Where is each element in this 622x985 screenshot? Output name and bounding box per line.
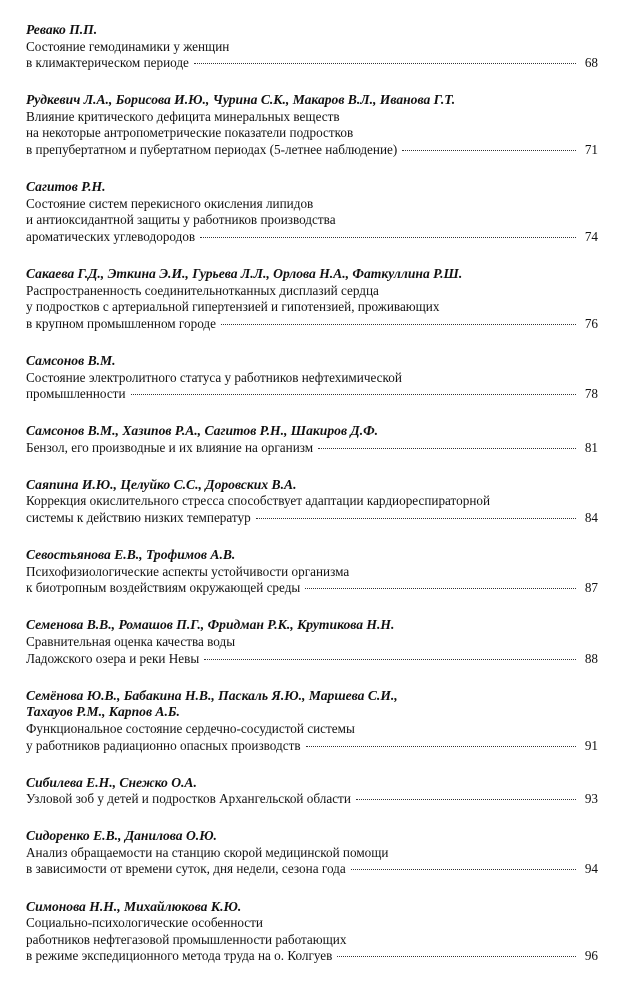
- entry-title-line: Ладожского озера и реки Невы: [26, 650, 200, 666]
- page-number: 71: [584, 142, 598, 158]
- toc-entry: [26, 22, 598, 72]
- toc-entry: [26, 92, 598, 158]
- page-number: 91: [584, 737, 598, 753]
- entry-title-last-line: [26, 142, 598, 159]
- entry-title-last-line: [26, 316, 598, 333]
- page-number: 68: [584, 55, 598, 71]
- entry-title-last-line: [26, 791, 598, 808]
- entry-title-line: Психофизиологические аспекты устойчивости организма: [26, 563, 350, 579]
- entry-authors: Ревако П.П.: [26, 22, 98, 37]
- page-number: 78: [584, 386, 598, 402]
- entry-title-line: ароматических углеводородов: [26, 228, 196, 244]
- page-number: 76: [584, 315, 598, 331]
- entry-title-last-line: [26, 861, 598, 878]
- entry-title-line: Функциональное состояние сердечно-сосудистой системы: [26, 720, 355, 736]
- entry-title-line: в климактерическом периоде: [26, 55, 189, 71]
- entry-title-line: Узловой зоб у детей и подростков Архангельской области: [26, 791, 351, 807]
- toc-entry: [26, 899, 598, 965]
- entry-title-last-line: [26, 386, 598, 403]
- dot-leader: [194, 63, 576, 64]
- entry-title-last-line: [26, 651, 598, 668]
- entry-title-last-line: [26, 55, 598, 72]
- dot-leader: [305, 588, 576, 589]
- toc-entry: [26, 477, 598, 527]
- entry-title-line: в режиме экспедиционного метода труда на о. Колгуев: [26, 948, 333, 964]
- entry-title-last-line: [26, 948, 598, 965]
- entry-authors: Самсонов В.М.: [26, 352, 116, 368]
- entry-title-line: Состояние гемодинамики у женщин: [26, 38, 230, 54]
- entry-title-line: Распространенность соединительнотканных дисплазий сердца: [26, 282, 379, 298]
- toc-entry: [26, 688, 598, 754]
- page-number: 96: [584, 948, 598, 964]
- entry-title-last-line: [26, 580, 598, 597]
- entry-title-line: на некоторые антропометрические показатели подростков: [26, 125, 354, 141]
- dot-leader: [356, 799, 576, 800]
- entry-title-line: Бензол, его производные и их влияние на организм: [26, 439, 314, 455]
- toc-entry: [26, 179, 598, 245]
- toc-entry: [26, 775, 598, 808]
- entry-title-line: Коррекция окислительного стресса способствует адаптации кардиореспираторной: [26, 493, 491, 509]
- entry-title-line: Влияние критического дефицита минеральных веществ: [26, 108, 340, 124]
- entry-title-line: к биотропным воздействиям окружающей среды: [26, 580, 301, 596]
- toc-entry: [26, 353, 598, 403]
- entry-title-last-line: [26, 229, 598, 246]
- entry-title-line: в препубертатном и пубертатном периодах (5-летнее наблюдение): [26, 142, 398, 158]
- page-number: 88: [584, 650, 598, 666]
- entry-title-line: Социально-психологические особенности: [26, 915, 263, 931]
- page-number: 84: [584, 510, 598, 526]
- entry-title-line: у подростков с артериальной гипертензией и гипотензией, проживающих: [26, 299, 440, 315]
- entry-authors: Сакаева Г.Д., Эткина Э.И., Гурьева Л.Л., Орлова Н.А., Фаткуллина Р.Ш.: [26, 266, 463, 282]
- table-of-contents: [26, 22, 598, 985]
- dot-leader: [402, 150, 576, 151]
- dot-leader: [351, 869, 576, 870]
- entry-title-line: Сравнительная оценка качества воды: [26, 634, 236, 650]
- entry-authors: Сибилева Е.Н., Снежко О.А.: [26, 774, 197, 790]
- entry-title-line: в зависимости от времени суток, дня недели, сезона года: [26, 861, 346, 877]
- entry-authors: Семёнова Ю.В., Бабакина Н.В., Паскаль Я.Ю., Маршева С.И.,: [26, 687, 398, 703]
- entry-authors: Сидоренко Е.В., Данилова О.Ю.: [26, 828, 217, 844]
- entry-authors: Семенова В.В., Ромашов П.Г., Фридман Р.К., Крутикова Н.Н.: [26, 617, 395, 633]
- entry-title-line: у работников радиационно опасных производств: [26, 737, 301, 753]
- entry-title-line: работников нефтегазовой промышленности работающих: [26, 931, 347, 947]
- entry-title-last-line: [26, 510, 598, 527]
- toc-entry: [26, 547, 598, 597]
- entry-title-line: Состояние электролитного статуса у работников нефтехимической: [26, 369, 402, 385]
- dot-leader: [256, 518, 576, 519]
- entry-title-last-line: [26, 440, 598, 457]
- entry-title-line: Состояние систем перекисного окисления липидов: [26, 195, 314, 211]
- entry-authors: Саяпина И.Ю., Целуйко С.С., Доровских В.А.: [26, 476, 297, 492]
- entry-authors: Севостьянова Е.В., Трофимов А.В.: [26, 547, 236, 563]
- page-number: 93: [584, 791, 598, 807]
- entry-authors: Самсонов В.М., Хазипов Р.А., Сагитов Р.Н., Шакиров Д.Ф.: [26, 423, 379, 439]
- entry-authors: Тахауов Р.М., Карпов А.Б.: [26, 704, 180, 720]
- toc-entry: [26, 828, 598, 878]
- entry-title-line: промышленности: [26, 386, 126, 402]
- page-number: 74: [584, 228, 598, 244]
- entry-title-line: в крупном промышленном городе: [26, 315, 216, 331]
- entry-title-line: Анализ обращаемости на станцию скорой медицинской помощи: [26, 844, 389, 860]
- dot-leader: [306, 746, 576, 747]
- toc-entry: [26, 617, 598, 667]
- page-number: 87: [584, 580, 598, 596]
- entry-authors: Симонова Н.Н., Михайлюкова К.Ю.: [26, 898, 242, 914]
- entry-title-line: системы к действию низких температур: [26, 510, 251, 526]
- entry-authors: Сагитов Р.Н.: [26, 179, 106, 195]
- dot-leader: [131, 394, 577, 395]
- page-number: 81: [584, 439, 598, 455]
- toc-entry: [26, 423, 598, 456]
- page-number: 94: [584, 861, 598, 877]
- entry-title-line: и антиоксидантной защиты у работников производства: [26, 212, 336, 228]
- dot-leader: [221, 324, 576, 325]
- dot-leader: [318, 448, 576, 449]
- dot-leader: [337, 956, 576, 957]
- entry-title-last-line: [26, 738, 598, 755]
- dot-leader: [204, 659, 576, 660]
- toc-entry: [26, 266, 598, 332]
- entry-authors: Рудкевич Л.А., Борисова И.Ю., Чурина С.К., Макаров В.Л., Иванова Г.Т.: [26, 92, 456, 108]
- dot-leader: [200, 237, 576, 238]
